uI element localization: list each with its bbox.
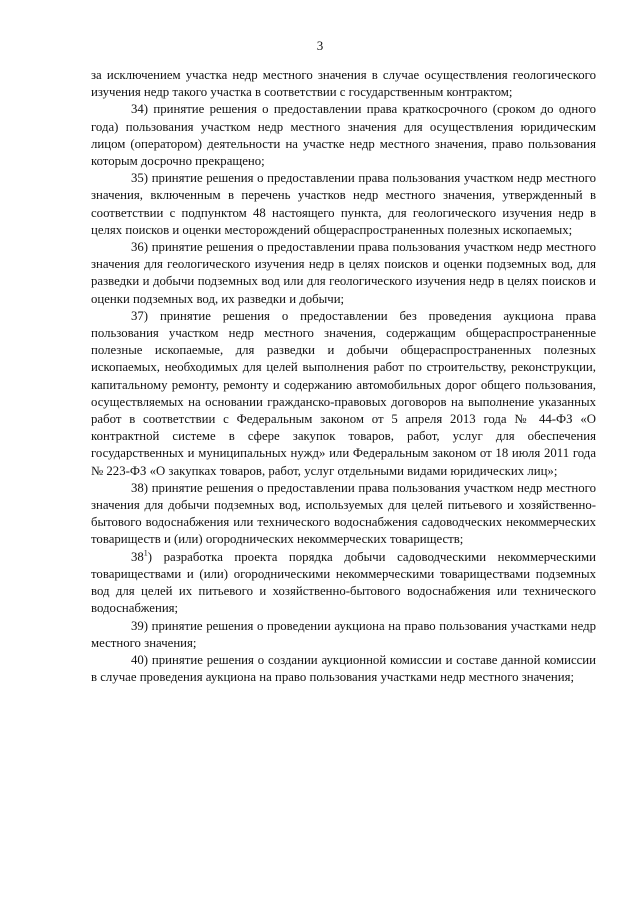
item-number: 36) <box>131 240 149 255</box>
item-number: 39) <box>131 618 149 633</box>
paragraph-text: разработка проекта порядка добычи садоводческими некоммерческими товариществами и (или) огородническими некоммерческими товариществами подземных вод для целей их питьевого и хозяйственно-бытового водоснабжения или технического водоснабжения; <box>91 549 596 616</box>
paragraph-text: за исключением участка недр местного значения в случае осуществления геологического изучения недр такого участка в соответствии с государственным контрактом; <box>91 68 596 100</box>
paragraph-item-36 <box>91 239 596 308</box>
item-number-suffix: ) <box>147 549 153 564</box>
item-number: 38) <box>131 480 149 495</box>
paragraph-item-37 <box>91 308 596 480</box>
page-number: 3 <box>316 38 324 53</box>
item-number-base: 38 <box>131 549 144 564</box>
item-number <box>131 550 152 564</box>
paragraph-text: принятие решения о проведении аукциона на право пользования участками недр местного значения; <box>91 618 596 650</box>
paragraph-continuation <box>91 67 596 101</box>
item-number: 40) <box>131 652 149 667</box>
item-number: 35) <box>131 171 149 186</box>
paragraph-text: принятие решения о создании аукционной комиссии и составе данной комиссии в случае проведения аукциона на право пользования участками недр местного значения; <box>91 652 597 685</box>
paragraph-item-40 <box>91 652 596 686</box>
document-body <box>91 67 596 686</box>
item-number-superscript: 1 <box>143 548 148 558</box>
paragraph-item-39 <box>91 618 596 652</box>
paragraph-item-35 <box>91 170 596 239</box>
paragraph-text: принятие решения о предоставлении права краткосрочного (сроком до одного года) пользования участком недр местного значения для осуществления юридическим лицом (оператором) деятельности на участке недр местного значения, право пользования которым досрочно прекращено; <box>91 102 596 169</box>
paragraph-text: принятие решения о предоставлении без проведения аукциона права пользования участком недр местного значения, содержащим общераспространенные полезные ископаемые, для разведки и добычи общераспространенных полезных ископаемых, необходимых для целей выполнения работ по строительству, реконструкции, капитальному ремонту, ремонту и содержанию автомобильных дорог общего пользования, осуществляемых на основании гражданско-правовых договоров на выполнение указанных работ в соответствии с Федеральным законом от 5 апреля 2013 года № 44-ФЗ «О контрактной системе в сфере закупок товаров, работ, услуг для обеспечения государственных и муниципальных нужд» или Федеральным законом от 18 июля 2011 года № 223-ФЗ «О закупках товаров, работ, услуг отдельными видами юридических лиц»; <box>91 308 596 478</box>
paragraph-item-38-1 <box>91 549 596 618</box>
paragraph-text: принятие решения о предоставлении права пользования участком недр местного значения, включенным в перечень участков недр местного значения, утвержденный в соответствии с подпунктом 48 настоящего пункта, для геологического изучения недр в целях поисков и оценки месторождений общераспространенных полезных ископаемых; <box>91 171 596 237</box>
paragraph-text: принятие решения о предоставлении права пользования участком недр местного значения для добычи подземных вод, используемых для целей питьевого и хозяйственно-бытового водоснабжения или технического водоснабжения садоводческих некоммерческих товариществ и (или) огороднических некоммерческих товариществ; <box>91 480 596 547</box>
paragraph-item-34 <box>91 101 596 170</box>
paragraph-text: принятие решения о предоставлении права пользования участком недр местного значения для геологического изучения недр в целях поисков и оценки подземных вод, для разведки и добычи подземных вод или для геологического изучения недр в целях поисков и оценки подземных вод, их разведки и добычи; <box>91 240 596 306</box>
paragraph-item-38 <box>91 480 596 549</box>
item-number: 37) <box>131 308 149 323</box>
item-number: 34) <box>131 102 149 117</box>
